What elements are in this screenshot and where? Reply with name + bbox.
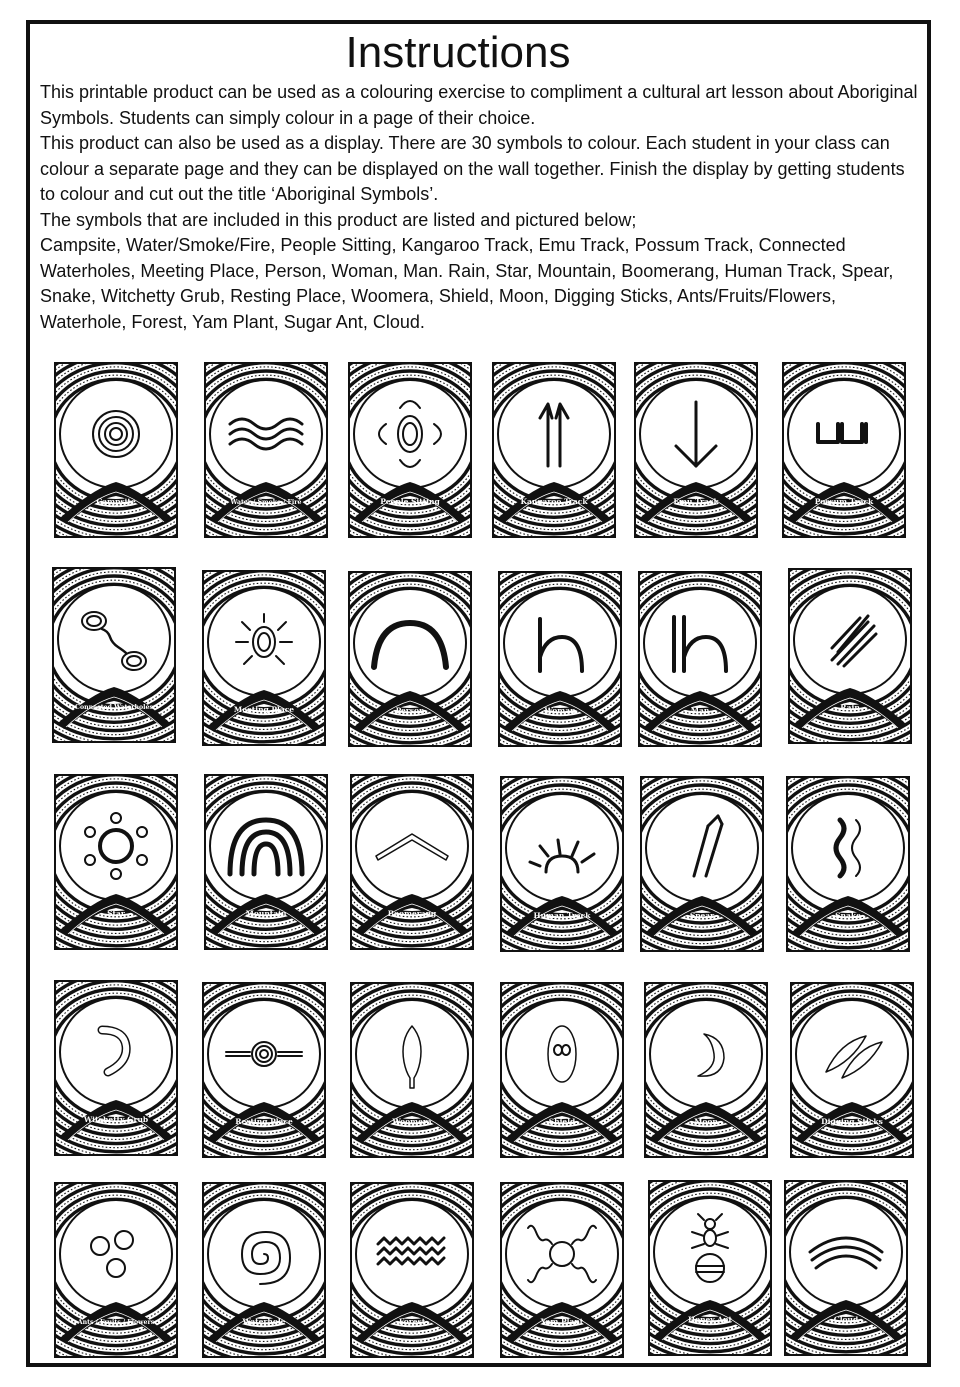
symbol-label: Star: [107, 909, 125, 918]
symbol-card-art: [348, 362, 472, 538]
symbol-card: [348, 362, 472, 538]
symbol-label: Cloud: [833, 1315, 859, 1324]
intro-paragraph: This printable product can be used as a colouring exercise to compliment a cultural art lesson about Aboriginal Symbols. Students can simply colour in a page of their choice.: [40, 82, 918, 128]
symbol-label: Boomerang: [387, 909, 437, 918]
symbol-card-art: [202, 570, 326, 746]
symbol-card-art: [644, 982, 768, 1158]
symbol-card-art: [500, 1182, 624, 1358]
symbol-label: Yam Plant: [540, 1317, 584, 1326]
symbol-card-art: [54, 980, 178, 1156]
symbol-card-art: [634, 362, 758, 538]
symbol-label: Digging Sticks: [821, 1117, 883, 1126]
symbol-label: Waterhole: [242, 1317, 286, 1326]
symbol-label: Emu Track: [673, 497, 719, 506]
symbol-card-art: [202, 1182, 326, 1358]
symbol-card-art: [54, 362, 178, 538]
symbol-card-art: [782, 362, 906, 538]
symbol-card-art: [788, 568, 912, 744]
symbol-card: [52, 567, 176, 743]
symbol-card-art: [500, 982, 624, 1158]
symbol-card: [492, 362, 616, 538]
symbol-label: Shield: [548, 1117, 576, 1126]
symbol-card: [644, 982, 768, 1158]
symbol-card: [54, 362, 178, 538]
symbol-card: [638, 571, 762, 747]
symbol-card: [202, 1182, 326, 1358]
page-title: Instructions: [345, 28, 571, 77]
display-paragraph: This product can also be used as a display. There are 30 symbols to colour. Each student in your class can colour a separate page and they can be displayed on the wall together. Finish the display by getting students to colour and cut out the title ‘Aboriginal Symbols’.: [40, 133, 905, 204]
symbol-card: [788, 568, 912, 744]
symbol-card-art: [204, 362, 328, 538]
symbol-card-art: [350, 1182, 474, 1358]
symbol-card-art: [54, 774, 178, 950]
symbol-card: [350, 982, 474, 1158]
symbol-card: [54, 774, 178, 950]
symbol-card: [54, 980, 178, 1156]
symbol-label: People Sitting: [380, 497, 440, 506]
symbol-card: [350, 1182, 474, 1358]
symbol-card-art: [498, 571, 622, 747]
symbol-label: Water / Smoke / Fire: [230, 499, 302, 506]
symbol-card-art: [638, 571, 762, 747]
symbol-card-art: [784, 1180, 908, 1356]
symbol-label: Person: [395, 706, 425, 715]
symbol-card: [640, 776, 764, 952]
symbol-card: [202, 570, 326, 746]
instructions-text: [40, 80, 920, 335]
symbol-label: Forest: [398, 1317, 426, 1326]
symbol-label: Ants / Fruits / Flowers: [77, 1319, 155, 1326]
symbol-list-paragraph: Campsite, Water/Smoke/Fire, People Sitting, Kangaroo Track, Emu Track, Possum Track, Connected Waterholes, Meeting Place, Person, Woman, Man. Rain, Star, Mountain, Boomerang, Human Track, Spear, Snake, Witchetty Grub, Resting Place, Woomera, Shield, Moon, Digging Sticks, Ants/Fruits/Flowers, Waterhole, Forest, Yam Plant, Sugar Ant, Cloud.: [40, 235, 894, 332]
symbol-card-art: [648, 1180, 772, 1356]
symbol-label: Woman: [544, 706, 576, 715]
symbol-label: Possum Track: [814, 497, 874, 506]
symbol-label: Honey Ant: [687, 1315, 733, 1324]
symbol-card-art: [492, 362, 616, 538]
list-intro-paragraph: The symbols that are included in this product are listed and pictured below;: [40, 209, 637, 230]
symbol-card: [54, 1182, 178, 1358]
symbol-card: [786, 776, 910, 952]
symbol-card-art: [202, 982, 326, 1158]
symbol-card-art: [350, 774, 474, 950]
symbol-label: Human Track: [533, 911, 591, 920]
symbol-card: [498, 571, 622, 747]
symbol-card: [782, 362, 906, 538]
symbol-card-art: [204, 774, 328, 950]
symbol-label: Meeting Place: [233, 705, 295, 714]
symbol-card-art: [350, 982, 474, 1158]
symbol-card-art: [52, 567, 176, 743]
symbol-label: Spear: [689, 911, 715, 920]
symbol-card: [348, 571, 472, 747]
symbol-card: [350, 774, 474, 950]
symbol-label: Kangaroo Track: [520, 497, 588, 506]
symbol-card-art: [786, 776, 910, 952]
symbol-card: [790, 982, 914, 1158]
symbol-card-art: [500, 776, 624, 952]
symbol-card: [204, 362, 328, 538]
symbol-label: Man: [690, 706, 710, 715]
symbol-card-art: [640, 776, 764, 952]
symbol-card-art: [54, 1182, 178, 1358]
symbol-label: Campsite: [96, 497, 136, 506]
symbol-card-art: [790, 982, 914, 1158]
symbol-card: [634, 362, 758, 538]
symbol-label: Witchetty Grub: [83, 1115, 149, 1124]
symbol-label: Connected Waterholes: [75, 704, 153, 711]
symbol-card: [202, 982, 326, 1158]
symbol-card: [500, 776, 624, 952]
symbol-label: Moon: [694, 1117, 718, 1126]
symbol-card: [500, 1182, 624, 1358]
symbol-label: Mountain: [245, 909, 287, 918]
symbol-card: [500, 982, 624, 1158]
symbol-card: [784, 1180, 908, 1356]
symbol-card: [648, 1180, 772, 1356]
symbol-label: Snake: [835, 911, 861, 920]
symbol-label: Rain: [840, 703, 860, 712]
symbol-icon: [378, 1238, 444, 1264]
symbol-label: Woomera: [392, 1117, 432, 1126]
symbol-label: Resting Place: [235, 1117, 293, 1126]
symbol-card: [204, 774, 328, 950]
symbol-card-art: [348, 571, 472, 747]
